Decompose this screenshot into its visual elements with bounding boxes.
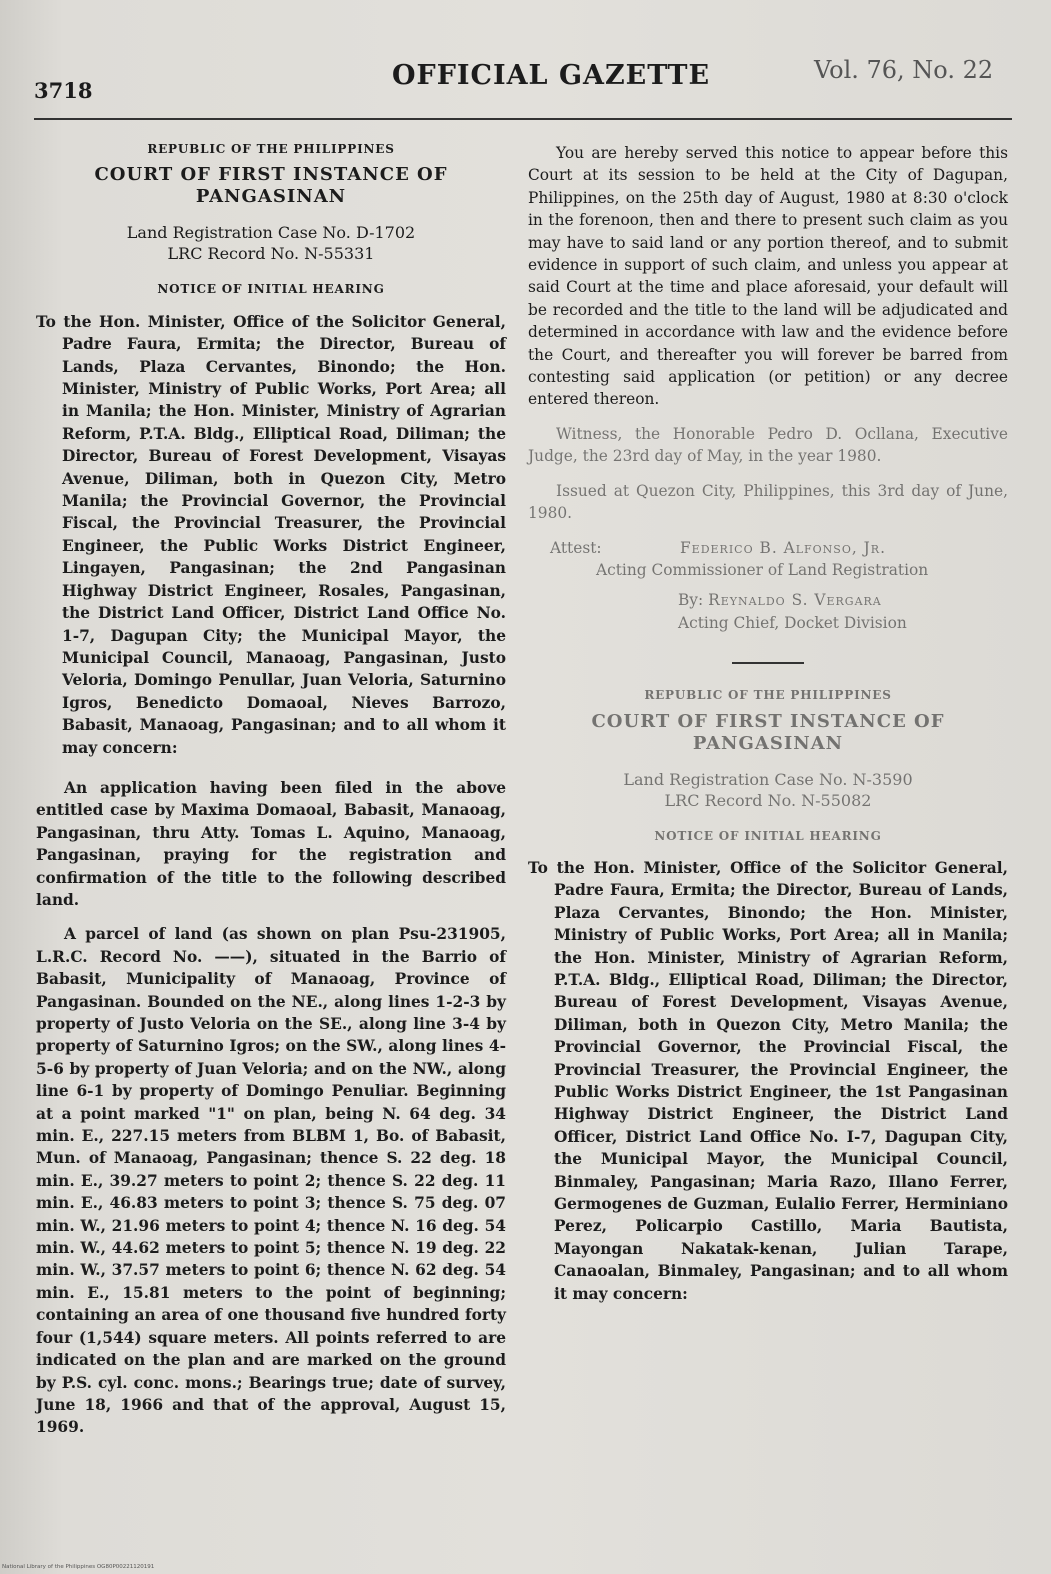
addressees-paragraph: To the Hon. Minister, Office of the Solicitor General, Padre Faura, Ermita; the Director, Bureau of Lands, Plaza Cervantes, Binondo; the Hon. Minister, Ministry of Public Works, Port Area; all in Manila; the Hon. Minister, Ministry of Agrarian Reform, P.T.A. Bldg., Elliptical Road, Diliman; the Director, Bureau of Forest Development, Visayas Avenue, Diliman, both in Quezon City, Metro Manila; the Provincial Governor, the Provincial Fiscal, the Provincial Treasurer, the Provincial Engineer, the Public Works District Engineer, Lingayen, Pangasinan; the 2nd Pangasinan Highway District Engineer, Rosales, Pangasinan, the District Land Officer, District Land Office No. 1-7, Dagupan City; the Municipal Mayor, the Municipal Council, Manaoag, Pangasinan, Justo Veloria, Domingo Penullar, Juan Veloria, Saturnino Igros, Benedicto Domaoal, Nieves Barrozo, Babasit, Manaoag, Pangasinan; and to all whom it may concern:: [36, 312, 506, 757]
notice-title: NOTICE OF INITIAL HEARING: [157, 282, 385, 297]
record-number: LRC Record No. N-55331: [167, 244, 375, 264]
attestation-block: [528, 537, 1008, 635]
service-paragraph: You are hereby served this notice to appear before this Court at its session to be held at the City of Dagupan, Philippines, on the 25th day of August, 1980 at 8:30 o'clock in the forenoon, then and there to present such claim as you may have to said land or any portion thereof, and to submit evidence in support of such claim, and unless you appear at said Court at the time and place aforesaid, your default will be recorded and the title to the land will be adjudicated and determined in accordance with law and the evidence before the Court, and thereafter you will forever be barred from contesting said application (or petition) or any decree entered thereon.: [528, 144, 1008, 409]
issued-paragraph: Issued at Quezon City, Philippines, this 3rd day of June, 1980.: [528, 481, 1008, 523]
page-number: 3718: [34, 78, 93, 103]
right-column: [528, 128, 1008, 1317]
parcel-description: A parcel of land (as shown on plan Psu-231905, L.R.C. Record No. ——), situated in the Barrio of Babasit, Municipality of Manaoag, Province of Pangasinan. Bounded on the NE., along lines 1-2-3 by property of Justo Veloria on the SE., along line 3-4 by property of Saturnino Igros; on the SW., along lines 4-5-6 by property of Juan Veloria; and on the NW., along line 6-1 by property of Domingo Penuliar. Beginning at a point marked "1" on plan, being N. 64 deg. 34 min. E., 227.15 meters from BLBM 1, Bo. of Babasit, Mun. of Manaoag, Pangasinan; thence S. 22 deg. 18 min. E., 39.27 meters to point 2; thence S. 22 deg. 11 min. E., 46.83 meters to point 3; thence S. 75 deg. 07 min. W., 21.96 meters to point 4; thence N. 16 deg. 54 min. W., 44.62 meters to point 5; thence N. 19 deg. 22 min. W., 37.57 meters to point 6; thence N. 62 deg. 54 min. E., 15.81 meters to the point of beginning; containing an area of one thousand five hundred forty four (1,544) square meters. All points referred to are indicated on the plan and are marked on the ground by P.S. cyl. conc. mons.; Bearings true; date of survey, June 18, 1966 and that of the approval, August 15, 1969.: [36, 925, 506, 1437]
court-heading: COURT OF FIRST INSTANCE OF PANGASINAN: [94, 164, 448, 208]
witness-paragraph: Witness, the Honorable Pedro D. Ocllana, Executive Judge, the 23rd day of May, in the year 1980.: [528, 424, 1008, 466]
attest-signatory: Federico B. Alfonso, Jr.: [680, 538, 886, 557]
volume-number: Vol. 76, No. 22: [814, 56, 994, 84]
addressees-paragraph-2: To the Hon. Minister, Office of the Solicitor General, Padre Faura, Ermita; the Director, Bureau of Lands, Plaza Cervantes, Binondo; the Hon. Minister, Ministry of Public Works, Port Area; all in Manila; the Hon. Minister, Ministry of Agrarian Reform, P.T.A. Bldg., Elliptical Road, Diliman; the Director, Bureau of Forest Development, Visayas Avenue, Diliman, both in Quezon City, Metro Manila; the Provincial Governor, the Provincial Fiscal, the Provincial Treasurer, the Provincial Engineer, the Public Works District Engineer, the 1st Pangasinan Highway District Engineer, the District Land Officer, District Land Office No. I-7, Dagupan City, the Municipal Mayor, the Municipal Council, Binmaley, Pangasinan; Maria Razo, Illano Ferrer, Germogenes de Guzman, Eulalio Ferrer, Herminiano Perez, Policarpio Castillo, Maria Bautista, Mayongan Nakatak-kenan, Julian Tarape, Canaoalan, Binmaley, Pangasinan; and to all whom it may concern:: [528, 858, 1008, 1303]
by-signatory: Reynaldo S. Vergara: [708, 591, 882, 610]
application-paragraph: An application having been filed in the above entitled case by Maxima Domaoal, Babasit, Manaoag, Pangasinan, thru Atty. Tomas L. Aquino, Manaoag, Pangasinan, praying for the registration and confirmation of the title to the following described land.: [36, 778, 506, 909]
attest-label: Attest:: [550, 538, 602, 557]
header-rule: [34, 118, 1012, 120]
case-number: Land Registration Case No. D-1702: [126, 223, 416, 243]
case-number-2: Land Registration Case No. N-3590: [623, 769, 913, 789]
court-heading-2: COURT OF FIRST INSTANCE OF PANGASINAN: [591, 710, 945, 754]
left-column: [36, 128, 506, 1451]
record-number-2: LRC Record No. N-55082: [664, 790, 872, 810]
notice-title-2: NOTICE OF INITIAL HEARING: [654, 828, 882, 843]
attest-signatory-title: Acting Commissioner of Land Registration: [596, 560, 929, 579]
publication-title: OFFICIAL GAZETTE: [392, 60, 711, 91]
library-footer: National Library of the Philippines OG80P00221120191: [2, 1564, 155, 1570]
republic-heading: REPUBLIC OF THE PHILIPPINES: [147, 142, 395, 156]
by-label: By:: [678, 591, 704, 610]
republic-heading-2: REPUBLIC OF THE PHILIPPINES: [644, 688, 892, 703]
section-divider: [732, 662, 804, 664]
by-signatory-title: Acting Chief, Docket Division: [678, 613, 907, 632]
